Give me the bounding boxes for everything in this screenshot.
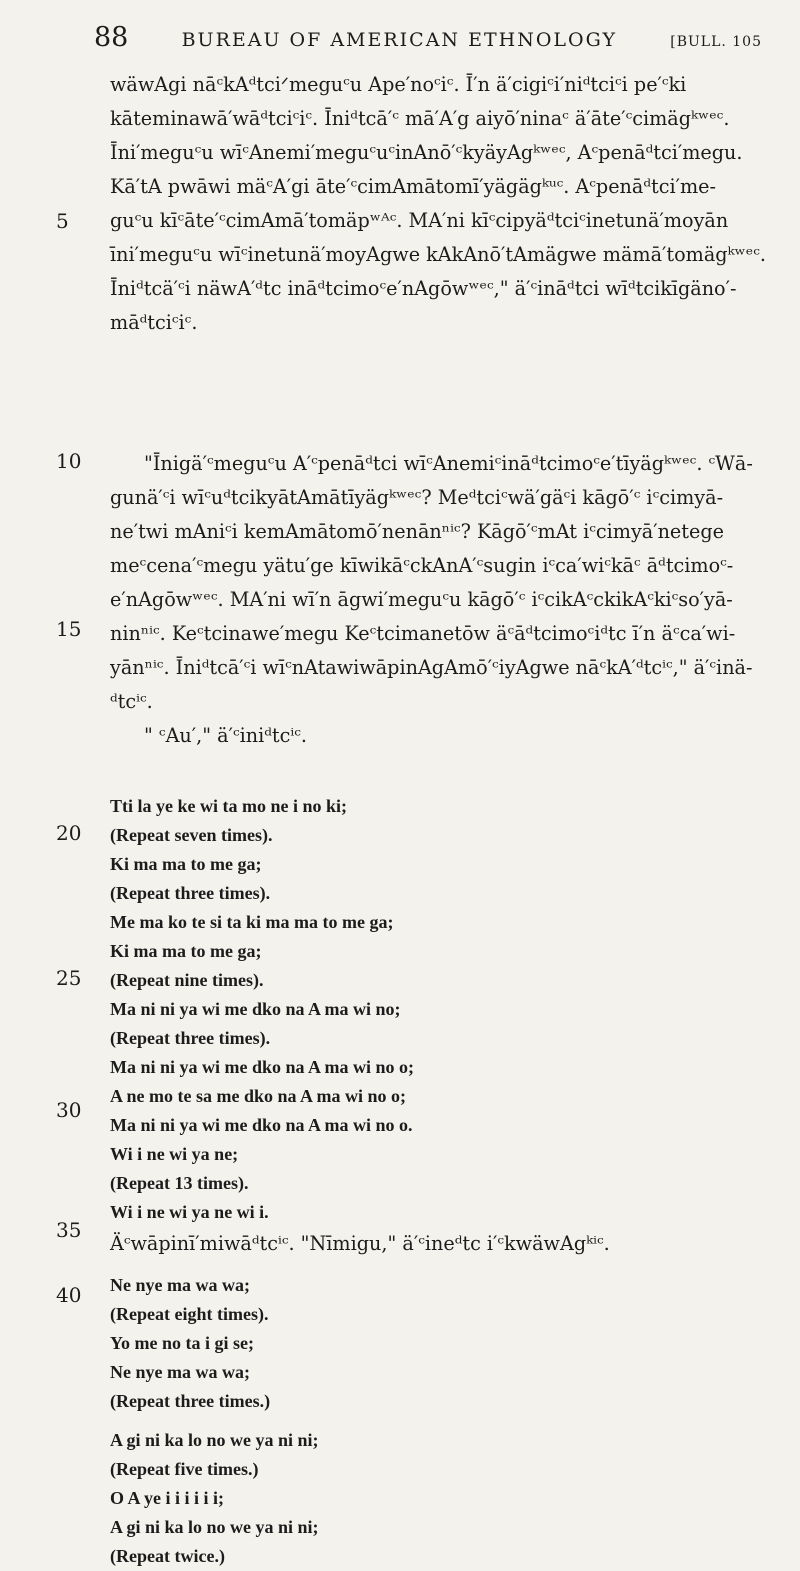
text-line: " ᶜAu′," ä′ᶜiniᵈtcⁱᶜ. bbox=[144, 724, 307, 747]
song-line: Tti la ye ke wi ta mo ne i no ki; bbox=[110, 796, 347, 816]
line-number: 20 bbox=[56, 821, 82, 845]
page-number: 88 bbox=[94, 22, 129, 53]
text-line: īni′meguᶜu wīᶜinetunä′moyAgwe kAkAnō′tAmägwe mämā′tomägᵏʷᵉᶜ. bbox=[110, 243, 766, 266]
line-number: 5 bbox=[56, 209, 69, 233]
song-line: (Repeat three times). bbox=[110, 1028, 271, 1048]
line-number: 35 bbox=[56, 1218, 82, 1242]
song-line: (Repeat five times.) bbox=[110, 1459, 259, 1479]
text-line: ne′twi mAniᶜi kemAmātomō′nenānⁿⁱᶜ? Kāgō′ᶜmAt iᶜcimyā′netege bbox=[110, 520, 724, 543]
song-line: Ma ni ni ya wi me dko na A ma wi no o; bbox=[110, 1057, 415, 1077]
text-line: "Īnigä′ᶜmeguᶜu A′ᶜpenāᵈtci wīᶜAnemiᶜināᵈtcimoᶜe′tīyägᵏʷᵉᶜ. ᶜWā- bbox=[144, 452, 753, 475]
text-line: gunä′ᶜi wīᶜuᵈtcikyātAmātīyägᵏʷᵉᶜ? Meᵈtciᶜwä′gäᶜi kāgō′ᶜ iᶜcimyā- bbox=[110, 486, 724, 509]
line-number: 40 bbox=[56, 1283, 82, 1307]
text-line: wäwAgi nāᶜkAᵈtciᐟmeguᶜu Ape′noᶜiᶜ. Ī′n ä′cigiᶜi′niᵈtciᶜi pe′ᶜki bbox=[110, 73, 687, 96]
page-header bbox=[94, 22, 762, 53]
song-line: (Repeat eight times). bbox=[110, 1304, 269, 1324]
line-number: 15 bbox=[56, 617, 82, 641]
song-line: (Repeat three times). bbox=[110, 883, 271, 903]
song-line: O A ye i i i i i i; bbox=[110, 1488, 225, 1508]
text-line: ninⁿⁱᶜ. Keᶜtcinawe′megu Keᶜtcimanetōw äᶜāᵈtcimoᶜiᵈtc ī′n äᶜca′wi- bbox=[110, 622, 736, 645]
prose-paragraph-2 bbox=[110, 447, 752, 753]
prose-paragraph-1 bbox=[110, 68, 766, 340]
text-line: meᶜcena′ᶜmegu yätu′ge kīwikāᶜckAnA′ᶜsugin iᶜca′wiᶜkāᶜ āᵈtcimoᶜ- bbox=[110, 554, 734, 577]
line-number: 10 bbox=[56, 449, 82, 473]
song-line: Yo me no ta i gi se; bbox=[110, 1333, 254, 1353]
text-line: māᵈtciᶜiᶜ. bbox=[110, 311, 198, 334]
song-line: Ki ma ma to me ga; bbox=[110, 854, 262, 874]
song-line: A gi ni ka lo no we ya ni ni; bbox=[110, 1517, 319, 1537]
bulletin-label: [BULL. 105 bbox=[670, 34, 762, 50]
song-line: Ne nye ma wa wa; bbox=[110, 1362, 250, 1382]
song-line: Ne nye ma wa wa; bbox=[110, 1275, 250, 1295]
running-title: BUREAU OF AMERICAN ETHNOLOGY bbox=[181, 29, 617, 51]
text-line: ᵈtcⁱᶜ. bbox=[110, 690, 153, 713]
interlude-line: Äᶜwāpinī′miwāᵈtcⁱᶜ. "Nīmigu," ä′ᶜineᵈtc i′ᶜkwäwAgᵏⁱᶜ. bbox=[110, 1232, 610, 1255]
text-line: Īniᵈtcä′ᶜi näwA′ᵈtc ināᵈtcimoᶜe′nAgōwʷᵉᶜ," ä′ᶜināᵈtci wīᵈtcikīgäno′- bbox=[110, 277, 737, 300]
text-line: Īni′meguᶜu wīᶜAnemi′meguᶜuᶜinAnō′ᶜkyäyAgᵏʷᵉᶜ, Aᶜpenāᵈtci′megu. bbox=[110, 141, 743, 164]
text-line: kāteminawā′wāᵈtciᶜiᶜ. Īniᵈtcā′ᶜ mā′A′g aiyō′ninaᶜ ä′āte′ᶜcimägᵏʷᵉᶜ. bbox=[110, 107, 730, 130]
song-line: Me ma ko te si ta ki ma ma to me ga; bbox=[110, 912, 394, 932]
line-number: 25 bbox=[56, 966, 82, 990]
text-line: guᶜu kīᶜāte′ᶜcimAmā′tomäpʷᴬᶜ. MA′ni kīᶜcipyäᵈtciᶜinetunä′moyān bbox=[110, 209, 729, 232]
text-line: Kā′tA pwāwi mäᶜA′gi āte′ᶜcimAmātomī′yägägᵏᵘᶜ. Aᶜpenāᵈtci′me- bbox=[110, 175, 716, 198]
song-line: Wi i ne wi ya ne wi i. bbox=[110, 1202, 269, 1222]
song-line: (Repeat 13 times). bbox=[110, 1173, 249, 1193]
song-line: A gi ni ka lo no we ya ni ni; bbox=[110, 1430, 319, 1450]
song-line: Wi i ne wi ya ne; bbox=[110, 1144, 239, 1164]
text-line: e′nAgōwʷᵉᶜ. MA′ni wī′n āgwi′meguᶜu kāgō′ᶜ iᶜcikAᶜckikAᶜkiᶜso′yā- bbox=[110, 588, 733, 611]
song-line: (Repeat twice.) bbox=[110, 1546, 225, 1566]
text-line: yānⁿⁱᶜ. Īniᵈtcā′ᶜi wīᶜnAtawiwāpinAgAmō′ᶜiyAgwe nāᶜkA′ᵈtcⁱᶜ," ä′ᶜinä- bbox=[110, 656, 753, 679]
song-line: A ne mo te sa me dko na A ma wi no o; bbox=[110, 1086, 407, 1106]
song-line: (Repeat three times.) bbox=[110, 1391, 271, 1411]
song-line: Ki ma ma to me ga; bbox=[110, 941, 262, 961]
song-line: (Repeat seven times). bbox=[110, 825, 273, 845]
song-line: Ma ni ni ya wi me dko na A ma wi no o. bbox=[110, 1115, 413, 1135]
line-number: 30 bbox=[56, 1098, 82, 1122]
song-line: Ma ni ni ya wi me dko na A ma wi no; bbox=[110, 999, 401, 1019]
song-texts bbox=[110, 792, 750, 1571]
song-line: (Repeat nine times). bbox=[110, 970, 264, 990]
